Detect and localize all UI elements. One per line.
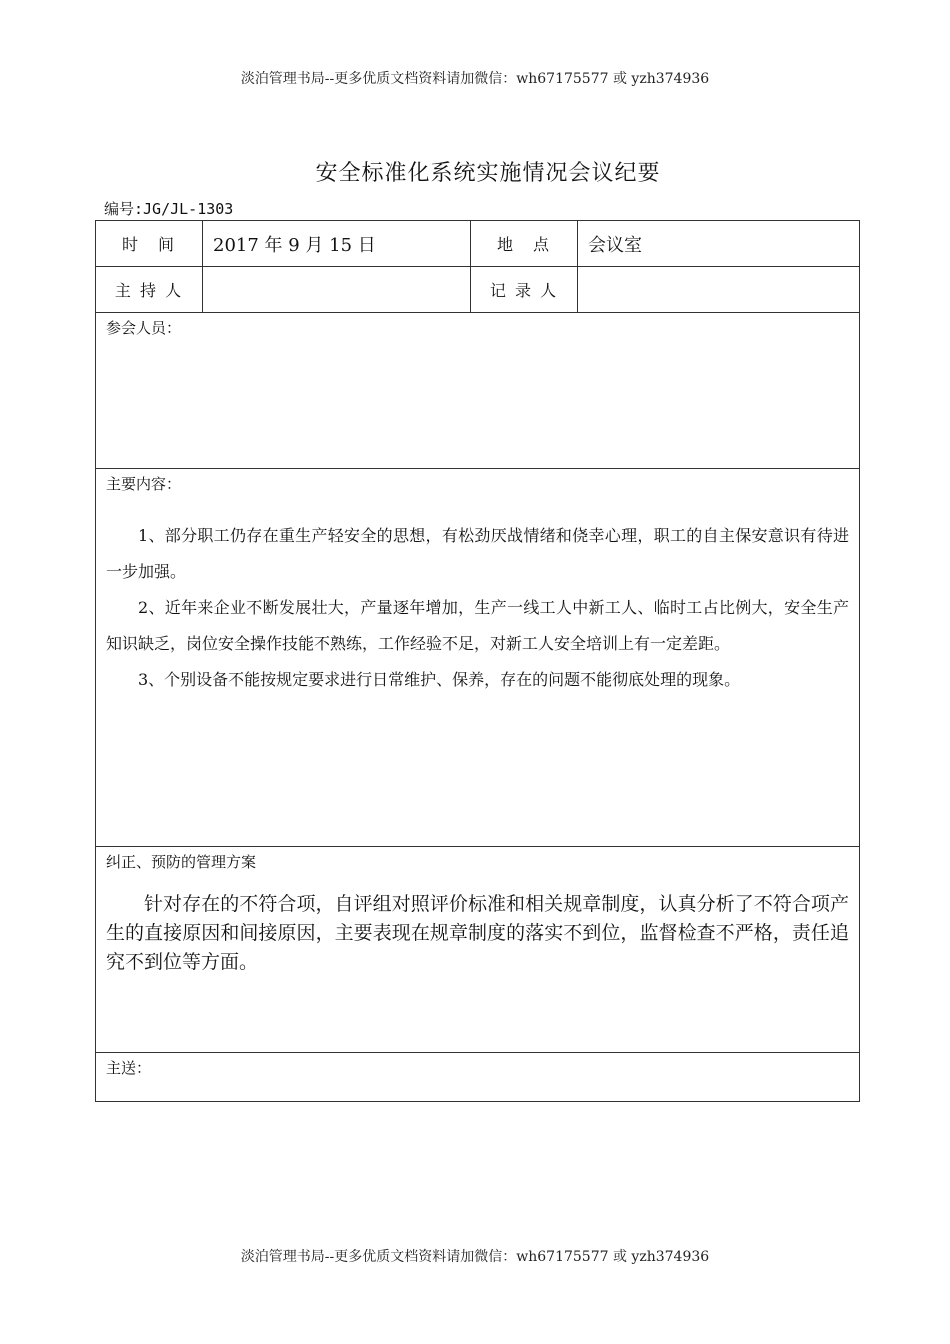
corrective-paragraph: 针对存在的不符合项，自评组对照评价标准和相关规章制度，认真分析了不符合项产生的直接原因和间接原因，主要表现在规章制度的落实不到位，监督检查不严格，责任追究不到位等方面。 (106, 893, 849, 973)
place-label-cell (471, 221, 578, 267)
document-title: 安全标准化系统实施情况会议纪要 (315, 161, 661, 186)
main-content-cell (96, 469, 860, 847)
time-label-cell (96, 221, 203, 267)
content-paragraph-3: 3、个别设备不能按规定要求进行日常维护、保养，存在的问题不能彻底处理的现象。 (138, 670, 741, 689)
attendees-row (96, 313, 860, 469)
host-value (203, 267, 471, 313)
place-label: 地 点 (496, 235, 551, 254)
host-recorder-row (96, 267, 860, 313)
main-content-row (96, 469, 860, 847)
recorder-label: 记 录 人 (471, 267, 578, 313)
document-number: 编号:JG/JL-1303 (104, 200, 234, 218)
header-watermark: 淡泊管理书局--更多优质文档资料请加微信：wh67175577 或 yzh374936 (240, 71, 710, 87)
host-label: 主 持 人 (96, 267, 203, 313)
distribution-row (96, 1053, 860, 1102)
attendees-label: 参会人员： (106, 319, 182, 337)
attendees-cell (96, 313, 860, 469)
content-paragraph-2: 2、近年来企业不断发展壮大，产量逐年增加，生产一线工人中新工人、临时工占比例大，安全生产知识缺乏，岗位安全操作技能不熟练，工作经验不足，对新工人安全培训上有一定差距。 (106, 598, 849, 653)
distribution-cell (96, 1053, 860, 1102)
corrective-label: 纠正、预防的管理方案 (106, 853, 257, 871)
main-content-label: 主要内容： (106, 475, 182, 493)
content-paragraph-1: 1、部分职工仍存在重生产轻安全的思想，有松劲厌战情绪和侥幸心理，职工的自主保安意识有待进一步加强。 (106, 526, 849, 581)
recorder-value (578, 267, 860, 313)
time-place-row (96, 221, 860, 267)
time-value: 2017 年 9 月 15 日 (203, 221, 471, 267)
corrective-row (96, 847, 860, 1053)
footer-watermark: 淡泊管理书局--更多优质文档资料请加微信：wh67175577 或 yzh374936 (240, 1249, 710, 1265)
corrective-cell (96, 847, 860, 1053)
distribution-label: 主送： (106, 1059, 152, 1077)
meeting-minutes-table (95, 220, 860, 1102)
time-label: 时 间 (121, 235, 176, 254)
place-value: 会议室 (578, 221, 860, 267)
